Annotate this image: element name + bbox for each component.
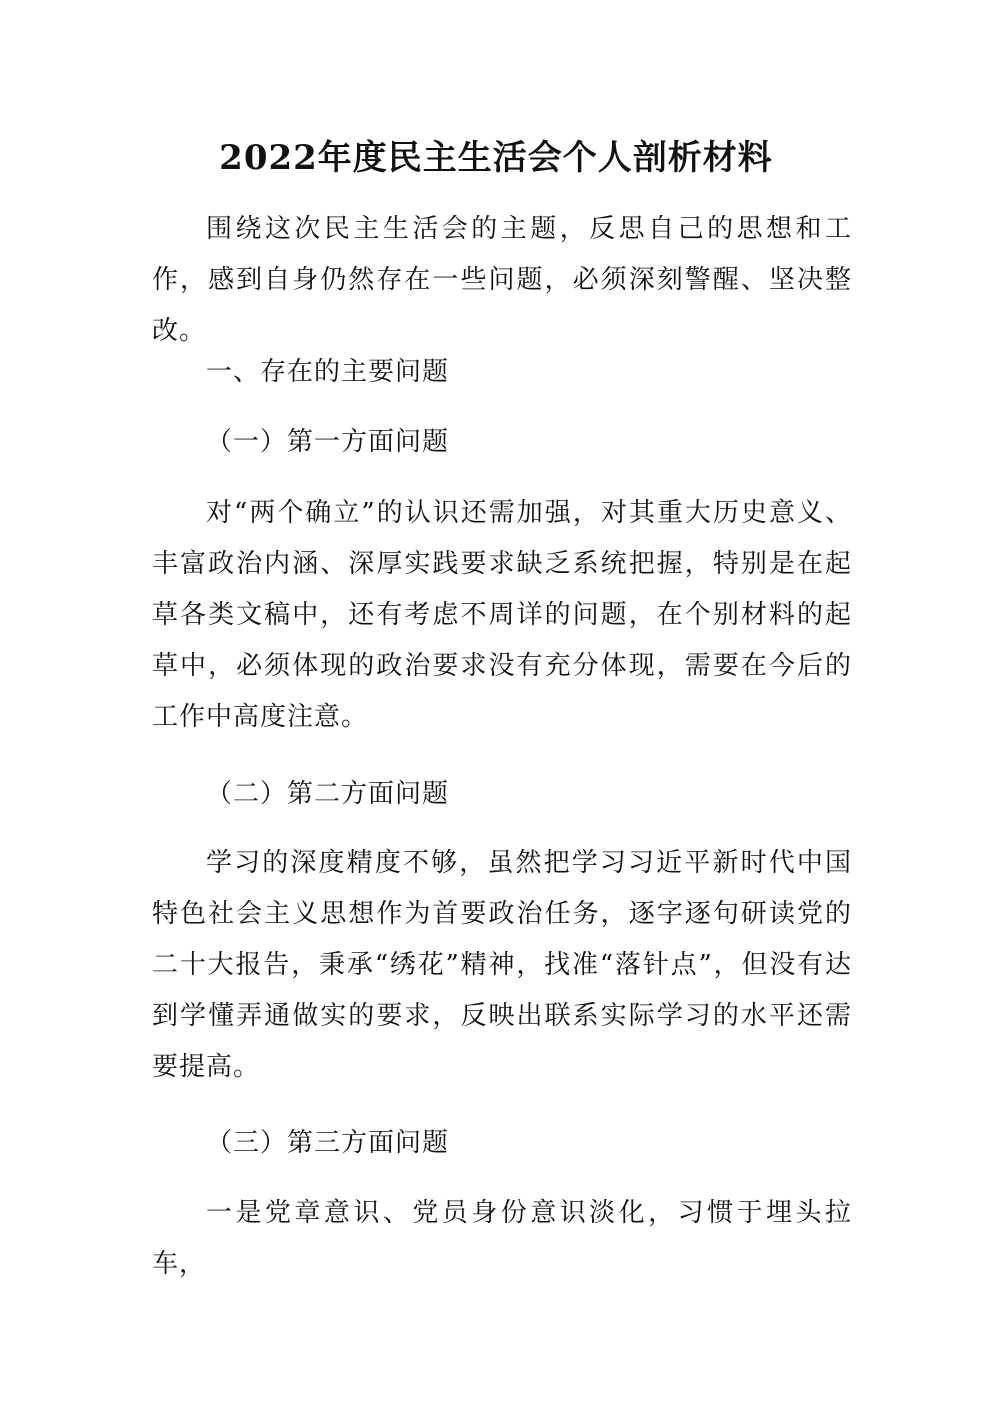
third-aspect-paragraph: 一是党章意识、党员身份意识淡化，习惯于埋头拉车， (152, 1198, 852, 1279)
second-aspect-paragraph: 学习的深度精度不够，虽然把学习习近平新时代中国特色社会主义思想作为首要政治任务，逐字逐句研读党的二十大报告，秉承“绣花”精神，找准“落针点”，但没有达到学懂弄通做实的要求，反映出联系实际学习的水平还需要提高。 (152, 848, 852, 1082)
intro-paragraph: 围绕这次民主生活会的主题，反思自己的思想和工作，感到自身仍然存在一些问题，必须深刻警醒、坚决整改。 (152, 214, 852, 346)
section-heading-problems: 一、存在的主要问题 (206, 357, 450, 387)
subheading-first-aspect: （一）第一方面问题 (206, 427, 450, 457)
subheading-third-aspect: （三）第三方面问题 (206, 1128, 450, 1158)
subheading-second-aspect: （二）第二方面问题 (206, 779, 450, 809)
document-title: 2022年度民主生活会个人剖析材料 (219, 138, 773, 178)
first-aspect-paragraph: 对“两个确立”的认识还需加强，对其重大历史意义、丰富政治内涵、深厚实践要求缺乏系统把握，特别是在起草各类文稿中，还有考虑不周详的问题，在个别材料的起草中，必须体现的政治要求没有充分体现，需要在今后的工作中高度注意。 (152, 498, 852, 732)
